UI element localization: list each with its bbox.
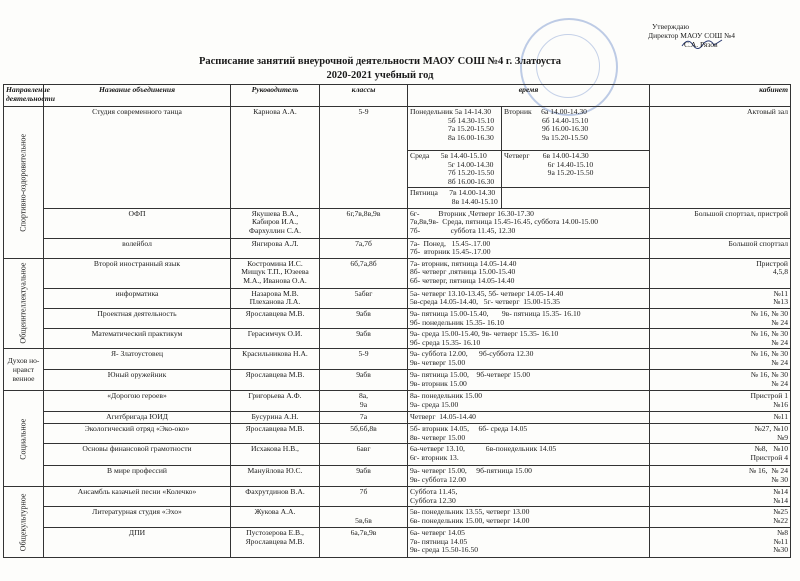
document-title: Расписание занятий внеурочной деятельности МАОУ СОШ №4 г. Златоуста bbox=[198, 56, 562, 67]
row-time: Четверг 14.05-14.40 bbox=[408, 412, 650, 424]
dance-wednesday: Среда 5в 14.40-15.10 5г 14.00-14.30 7б 15.20-15.50 8б 16.00-16.30 bbox=[408, 151, 502, 188]
table-row bbox=[4, 391, 791, 412]
row-room: №11 №13 bbox=[650, 288, 791, 308]
approval-heading: Утверждаю bbox=[652, 22, 690, 31]
row-classes: 9абв bbox=[320, 329, 408, 349]
row-room: №11 bbox=[650, 412, 791, 424]
row-name: Я- Златоустовец bbox=[44, 349, 231, 370]
dance-monday: Понедельник 5а 14-14.30 5б 14.30-15.10 7а 15.20-15.50 8а 16.00-16.30 bbox=[408, 107, 502, 151]
row-leader: Янгирова А.Л. bbox=[231, 238, 320, 258]
row-leader: Исхакова Н.В., bbox=[231, 444, 320, 466]
row-room: № 16, № 24 № 30 bbox=[650, 466, 791, 487]
row-time: 6а-четверг 13.10, 6в-понедельник 14.05 6г- вторник 13. bbox=[408, 444, 650, 466]
row-room: №25 №22 bbox=[650, 507, 791, 528]
dance-friday: Пятница 7в 14.00-14.30 8в 14.40-15.10 bbox=[408, 188, 502, 208]
row-room: № 16, № 30 № 24 bbox=[650, 370, 791, 391]
row-leader: Григорьева А.Ф. bbox=[231, 391, 320, 412]
row-classes: 6а,7в,9в bbox=[320, 528, 408, 558]
table-row bbox=[4, 528, 791, 558]
table-row bbox=[4, 423, 791, 443]
row-name: Экологический отряд «Эко-око» bbox=[44, 423, 231, 443]
row-classes: 6г,7в,8в,9в bbox=[320, 208, 408, 238]
row-room: № 16, № 30 № 24 bbox=[650, 349, 791, 370]
row-leader: Красильникова Н.А. bbox=[231, 349, 320, 370]
row-name: Математический практикум bbox=[44, 329, 231, 349]
row-classes: 5-9 bbox=[320, 107, 408, 209]
row-time: 5б- вторник 14.05, 6б- среда 14.05 8в- четверг 15.00 bbox=[408, 423, 650, 443]
table-row bbox=[4, 258, 791, 288]
row-classes: 9абв bbox=[320, 466, 408, 487]
table-row bbox=[4, 466, 791, 487]
row-room: Большой спортзал bbox=[650, 238, 791, 258]
table-row bbox=[4, 349, 791, 370]
row-leader: Костромина И.С. Мищук Т.П., Юзеева М.А., Иванова О.А. bbox=[231, 258, 320, 288]
approval-position: Директор МАОУ СОШ №4 bbox=[648, 31, 735, 40]
row-leader: Карнова А.А. bbox=[231, 107, 320, 209]
row-classes: 5б,6б,8в bbox=[320, 423, 408, 443]
row-name: Основы финансовой грамотности bbox=[44, 444, 231, 466]
table-row bbox=[4, 329, 791, 349]
row-room: №8, №10 Пристрой 4 bbox=[650, 444, 791, 466]
row-classes: 8а, 9а bbox=[320, 391, 408, 412]
row-name: Студия современного танца bbox=[44, 107, 231, 209]
section-label-intellect: Общеинтеллектуальное bbox=[4, 258, 44, 349]
row-name: Проектная деятельность bbox=[44, 308, 231, 328]
row-time: 9а- четверг 15.00, 9б-пятница 15.00 9в- суббота 12.00 bbox=[408, 466, 650, 487]
row-leader: Фахрутдинов В.А. bbox=[231, 487, 320, 507]
row-time: 8а- понедельник 15.00 9а- среда 15.00 bbox=[408, 391, 650, 412]
header-time: время bbox=[408, 85, 650, 107]
table-row bbox=[4, 444, 791, 466]
row-leader: Ярославцева М.В. bbox=[231, 423, 320, 443]
table-row bbox=[4, 487, 791, 507]
row-classes: 5абвг bbox=[320, 288, 408, 308]
row-classes: 5в,6в bbox=[320, 507, 408, 528]
row-room: Пристрой 4,5,8 bbox=[650, 258, 791, 288]
row-classes: 6б,7а,8б bbox=[320, 258, 408, 288]
dance-thursday: Четверг 6в 14.00-14.30 6г 14.40-15.10 9а 15.20-15.50 bbox=[502, 151, 650, 188]
row-leader: Пустозерова Е.В., Ярославцева М.В. bbox=[231, 528, 320, 558]
row-name: В мире профессий bbox=[44, 466, 231, 487]
header-row bbox=[4, 85, 791, 107]
row-name: «Дорогою героев» bbox=[44, 391, 231, 412]
row-name: Юный оружейник bbox=[44, 370, 231, 391]
table-row bbox=[4, 370, 791, 391]
section-label-social: Социальное bbox=[4, 391, 44, 487]
header-classes: классы bbox=[320, 85, 408, 107]
row-leader: Ярославцева М.В. bbox=[231, 308, 320, 328]
row-classes: 9абв bbox=[320, 308, 408, 328]
row-room: Пристрой 1 №16 bbox=[650, 391, 791, 412]
academic-year: 2020-2021 учебный год bbox=[326, 70, 434, 81]
header-direction: Направление деятельности bbox=[4, 85, 44, 107]
section-label-culture: Общекультурное bbox=[4, 487, 44, 558]
row-time: 6г- Вторник ,Четверг 16.30-17.30 7в,8в,9в- Среда, пятница 15.45-16.45, суббота 14.00-15.00 7б- суббота 11.45, 12.30 bbox=[408, 208, 650, 238]
approval-block bbox=[648, 22, 798, 49]
table-row bbox=[4, 107, 791, 151]
row-time: 6а- четверг 14.05 7в- пятница 14.05 9в- среда 15.50-16.50 bbox=[408, 528, 650, 558]
table-row bbox=[4, 308, 791, 328]
row-time: 7а- Понед, 15.45-.17.00 7б- вторник 15.45-.17.00 bbox=[408, 238, 650, 258]
row-leader: Жукова А.А. bbox=[231, 507, 320, 528]
row-time: 9а- пятница 15.00, 9б-четверг 15.00 9в- вторник 15.00 bbox=[408, 370, 650, 391]
row-leader: Якушева В.А., Кабиров И.А., Фархуллин С.А. bbox=[231, 208, 320, 238]
table-row bbox=[4, 208, 791, 238]
dance-tuesday: Вторник 6а 14.00-14.30 6б 14.40-15.10 9б 16.00-16.30 9а 15.20-15.50 bbox=[502, 107, 650, 151]
row-time: 9а- среда 15.00-15.40, 9в- четверг 15.35- 16.10 9б- среда 15.35- 16.10 bbox=[408, 329, 650, 349]
row-name: Литературная студия «Эхо» bbox=[44, 507, 231, 528]
row-room: № 16, № 30 № 24 bbox=[650, 308, 791, 328]
row-name: Агитбригада ЮИД bbox=[44, 412, 231, 424]
row-room: №8 №11 №30 bbox=[650, 528, 791, 558]
row-classes: 7а bbox=[320, 412, 408, 424]
row-time: Суббота 11.45, Суббота 12.30 bbox=[408, 487, 650, 507]
row-name: Ансамбль казачьей песни «Колечко» bbox=[44, 487, 231, 507]
row-room: №14 №14 bbox=[650, 487, 791, 507]
section-label-sport: Спортивно-оздоровительное bbox=[4, 107, 44, 259]
table-row bbox=[4, 238, 791, 258]
row-name: информатика bbox=[44, 288, 231, 308]
row-room: № 16, № 30 № 24 bbox=[650, 329, 791, 349]
row-time: 7а- вторник, пятница 14.05-14.40 8б- четверг ,пятница 15.00-15.40 6б- четверг, пятница 14.05-14.40 bbox=[408, 258, 650, 288]
approval-signer: С.А. Рязов bbox=[684, 40, 718, 49]
row-classes: 9абв bbox=[320, 370, 408, 391]
schedule-table bbox=[3, 84, 791, 558]
row-room: №27, №10 №9 bbox=[650, 423, 791, 443]
row-room: Большой спортзал, пристрой bbox=[650, 208, 791, 238]
header-leader: Руководитель bbox=[231, 85, 320, 107]
row-time: 9а- суббота 12.00, 9б-суббота 12.30 9в- четверг 15.00 bbox=[408, 349, 650, 370]
row-leader: Ярославцева М.В. bbox=[231, 370, 320, 391]
row-name: ДПИ bbox=[44, 528, 231, 558]
row-classes: 7а,7б bbox=[320, 238, 408, 258]
row-name: волейбол bbox=[44, 238, 231, 258]
section-label-spirit: Духов но-нравст венное bbox=[4, 349, 44, 391]
empty-cell bbox=[502, 188, 650, 208]
row-name: Второй иностранный язык bbox=[44, 258, 231, 288]
row-leader: Бусурина А.Н. bbox=[231, 412, 320, 424]
row-time: 9а- пятница 15.00-15.40, 9в- пятница 15.35- 16.10 9б- понедельник 15.35- 16.10 bbox=[408, 308, 650, 328]
row-leader: Герасимчук О.И. bbox=[231, 329, 320, 349]
row-classes: 5-9 bbox=[320, 349, 408, 370]
header-room: кабинет bbox=[650, 85, 791, 107]
row-room: Актовый зал bbox=[650, 107, 791, 209]
row-leader: Мануйлова Ю.С. bbox=[231, 466, 320, 487]
table-row bbox=[4, 288, 791, 308]
row-name: ОФП bbox=[44, 208, 231, 238]
header-name: Название объединения bbox=[44, 85, 231, 107]
row-leader: Назарова М.В. Плеханова Л.А. bbox=[231, 288, 320, 308]
row-classes: 6авг bbox=[320, 444, 408, 466]
table-row bbox=[4, 507, 791, 528]
table-row bbox=[4, 412, 791, 424]
row-classes: 7б bbox=[320, 487, 408, 507]
row-time: 5а- четверг 13.10-13.45, 5б- четверг 14.05-14.40 5в-среда 14.05-14.40, 5г- четверг 15.00-15.35 bbox=[408, 288, 650, 308]
row-time: 5в- понедельник 13.55, четверг 13.00 6в- понедельник 15.00, четверг 14.00 bbox=[408, 507, 650, 528]
